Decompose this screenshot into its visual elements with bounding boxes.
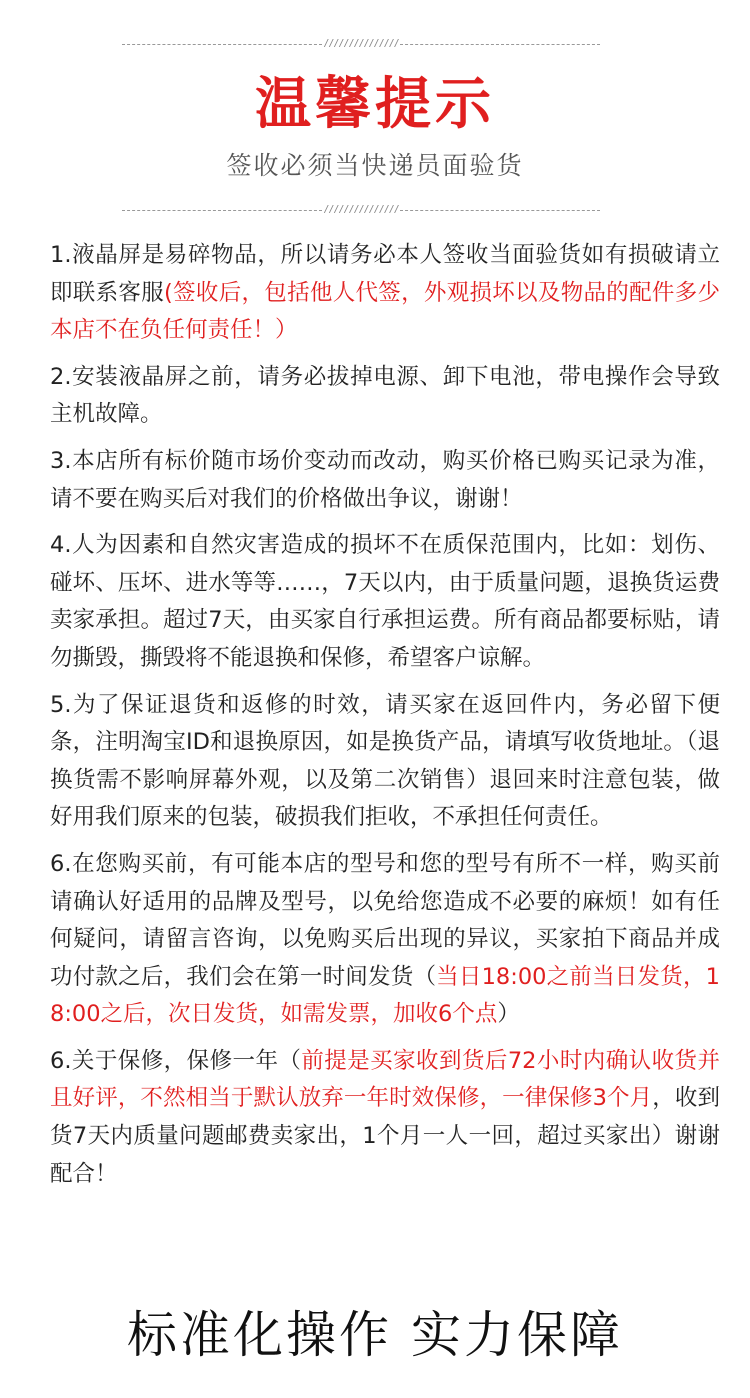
note-1 [50,237,720,350]
divider-dash-left [122,210,322,211]
note-highlight: (签收后，包括他人代签，外观损坏以及物品的配件多少本店不在负任何责任！） [50,279,720,344]
note-2 [50,359,720,434]
divider-slashes: /////////////// [323,204,399,215]
divider-slashes: /////////////// [323,38,399,49]
note-text: 6.在您购买前，有可能本店的型号和您的型号有所不一样，购买前请确认好适用的品牌及型号，以免给您造成不必要的麻烦！如有任何疑问，请留言咨询，以免购买后出现的异议，买家拍下商品并成功付款之后，我们会在第一时间发货（ [50,850,720,990]
note-highlight: 前提是买家收到货后72小时内确认收货并且好评，不然相当于默认放弃一年时效保修，一律保修3个月 [50,1047,720,1112]
note-text: 3.本店所有标价随市场价变动而改动，购买价格已购买记录为准，请不要在购买后对我们的价格做出争议，谢谢！ [50,447,720,512]
note-4 [50,527,720,677]
divider-dash-right [400,210,600,211]
bottom-divider [122,205,600,215]
note-text: 6.关于保修，保修一年（ [50,1047,302,1074]
note-text-after: ） [497,1001,520,1028]
divider-dash-left [122,44,322,45]
page-subtitle: 签收必须当快递员面验货 [226,151,524,180]
note-7 [50,1043,720,1193]
note-text: 4.人为因素和自然灾害造成的损坏不在质保范围内，比如：划伤、碰坏、压坏、进水等等……，7天以内，由于质量问题，退换货运费卖家承担。超过7天，由买家自行承担运费。所有商品都要标贴，请勿撕毁，撕毁将不能退换和保修，希望客户谅解。 [50,532,720,671]
note-3 [50,443,720,518]
notes-list [50,237,720,1202]
footer-slogan: 标准化操作 实力保障 [127,1306,623,1364]
note-text: 2.安装液晶屏之前，请务必拔掉电源、卸下电池，带电操作会导致主机故障。 [50,363,720,428]
note-text: 5.为了保证退货和返修的时效，请买家在返回件内，务必留下便条，注明淘宝ID和退换原因，如是换货产品，请填写收货地址。（退换货需不影响屏幕外观，以及第二次销售）退回来时注意包装，做好用我们原来的包装，破损我们拒收，不承担任何责任。 [50,691,720,831]
note-6 [50,846,720,1034]
page-title: 温馨提示 [255,72,495,137]
note-5 [50,687,720,837]
note-text: 1.液晶屏是易碎物品，所以请务必本人签收当面验货如有损破请立即联系客服 [50,242,720,306]
note-text-after: ，收到货7天内质量问题邮费卖家出，1个月一人一回，超过买家出）谢谢配合！ [50,1085,720,1187]
note-highlight: 当日18:00之前当日发货，18:00之后，次日发货，如需发票，加收6个点 [50,963,720,1028]
top-divider [122,39,600,49]
divider-dash-right [400,44,600,45]
